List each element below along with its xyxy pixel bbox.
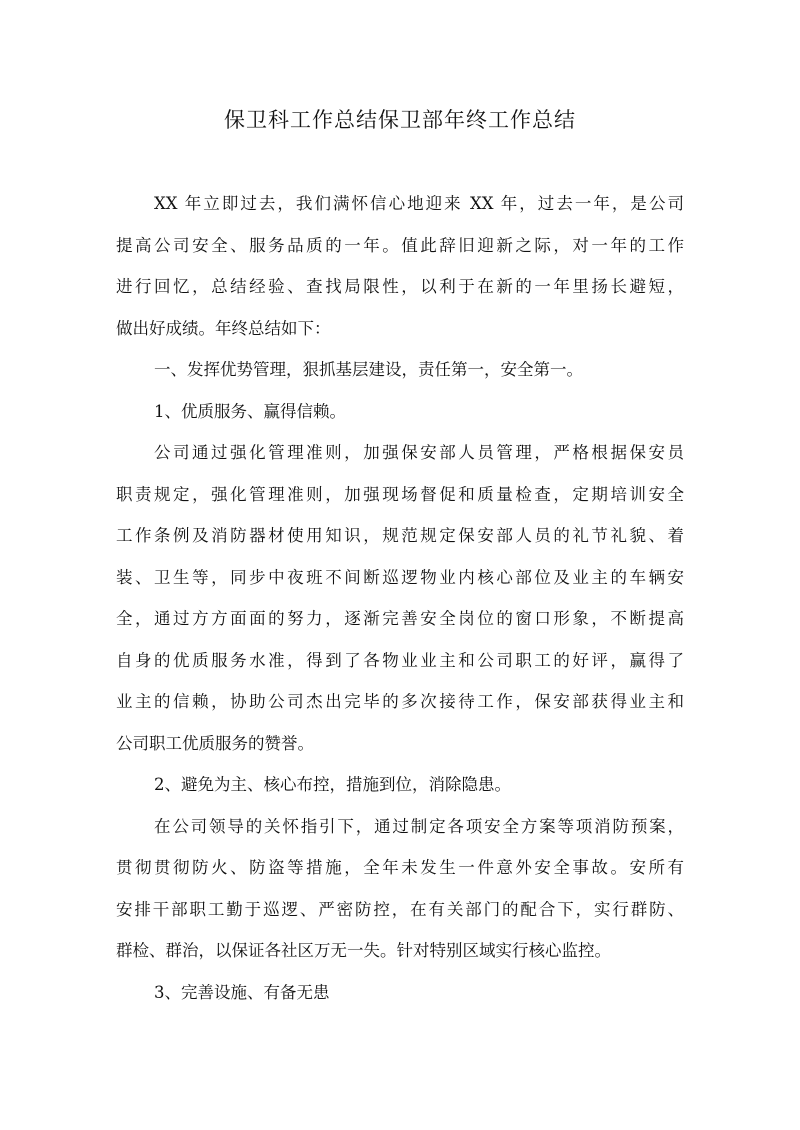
- text-line: 装、卫生等，同步中夜班不间断巡逻物业内核心部位及业主的车辆安: [116, 567, 684, 587]
- text-line: 业主的信赖，协助公司杰出完毕的多次接待工作，保安部获得业主和: [116, 692, 684, 711]
- item-heading-2: [116, 764, 684, 806]
- section-heading-1: [116, 349, 684, 391]
- item-heading-text: 3、完善设施、有备无患: [154, 982, 330, 1002]
- text-line: 贯彻贯彻防火、防盗等措施，全年未发生一件意外安全事故。安所有: [116, 858, 684, 877]
- text-line: 提高公司安全、服务品质的一年。值此辞旧迎新之际，对一年的工作: [116, 235, 684, 255]
- section-heading-text: 一、发挥优势管理，狠抓基层建设，责任第一，安全第一。: [154, 360, 583, 379]
- text-line: 做出好成绩。年终总结如下：: [116, 318, 331, 338]
- text-line: 工作条例及消防器材使用知识，规范规定保安部人员的礼节礼貌、着: [116, 526, 684, 545]
- text-line: 全，通过方方面面的努力，逐渐完善安全岗位的窗口形象，不断提高: [116, 609, 684, 628]
- text-line: 公司职工优质服务的赞誉。: [116, 733, 314, 753]
- document-body: [116, 183, 684, 1013]
- text-line: 自身的优质服务水准，得到了各物业业主和公司职工的好评，赢得了: [116, 650, 684, 670]
- text-line: 在公司领导的关怀指引下，通过制定各项安全方案等项消防预案，: [154, 816, 684, 836]
- text-line: 群检、群治，以保证各社区万无一失。针对特别区域实行核心监控。: [116, 941, 611, 960]
- text-line: 安排干部职工勤于巡逻、严密防控，在有关部门的配合下，实行群防、: [116, 899, 684, 919]
- item-heading-3: [116, 972, 684, 1014]
- text-line: 进行回忆，总结经验、查找局限性，以利于在新的一年里扬长避短，: [116, 277, 684, 296]
- document-title: 保卫科工作总结保卫部年终工作总结: [224, 108, 576, 132]
- paragraph-item-1-body: [116, 432, 684, 764]
- text-line: XX 年立即过去，我们满怀信心地迎来 XX 年，过去一年，是公司: [154, 194, 684, 213]
- text-line: 职责规定，强化管理准则，加强现场督促和质量检查，定期培训安全: [116, 484, 684, 504]
- paragraph-item-2-body: [116, 806, 684, 972]
- item-heading-1: [116, 391, 684, 433]
- item-heading-text: 2、避免为主、核心布控，措施到位，消除隐患。: [154, 775, 511, 794]
- paragraph-intro: [116, 183, 684, 349]
- text-line: 公司通过强化管理准则，加强保安部人员管理，严格根据保安员: [154, 443, 684, 462]
- item-heading-text: 1、优质服务、赢得信赖。: [154, 401, 346, 421]
